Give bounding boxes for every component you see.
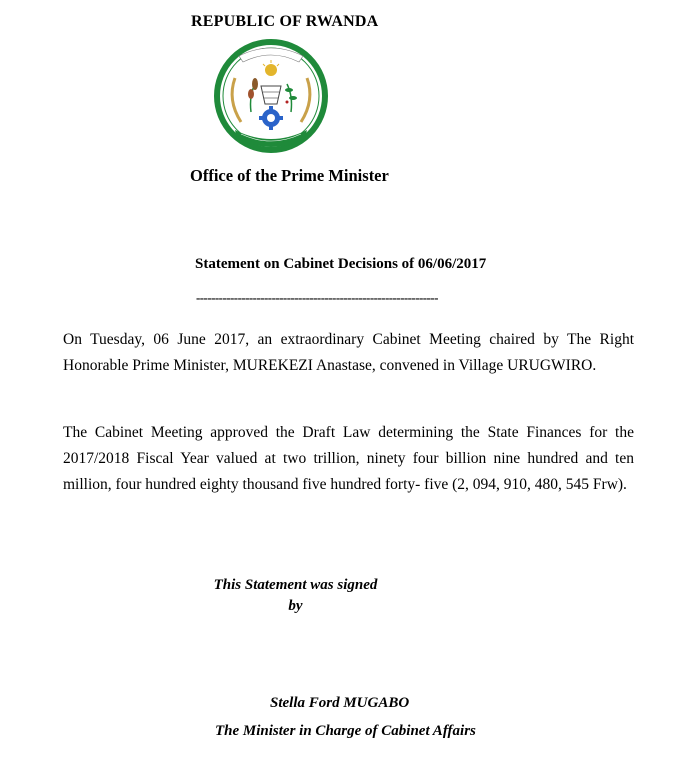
- signatory-role: The Minister in Charge of Cabinet Affairs: [215, 723, 476, 739]
- dashed-rule: ----------------------------------------------------------------: [196, 290, 438, 305]
- country-heading: REPUBLIC OF RWANDA: [191, 13, 379, 30]
- paragraph-finances: The Cabinet Meeting approved the Draft Law determining the State Finances for the 2017/2018 Fiscal Year valued at two trillion, ninety four billion nine hundred and ten million, four hundred eighty thousand five hundred forty- five (2, 094, 910, 480, 545 Frw).: [63, 424, 634, 493]
- statement-title: Statement on Cabinet Decisions of 06/06/2017: [195, 256, 487, 272]
- office-heading: Office of the Prime Minister: [190, 166, 389, 185]
- signatory-name: Stella Ford MUGABO: [270, 695, 410, 711]
- rwanda-coat-of-arms-icon: [213, 38, 329, 158]
- signed-line: This Statement was signed: [213, 577, 378, 593]
- paragraph-meeting: On Tuesday, 06 June 2017, an extraordinary Cabinet Meeting chaired by The Right Honorable Prime Minister, MUREKEZI Anastase, convened in Village URUGWIRO.: [63, 331, 634, 374]
- signed-by: by: [288, 598, 303, 614]
